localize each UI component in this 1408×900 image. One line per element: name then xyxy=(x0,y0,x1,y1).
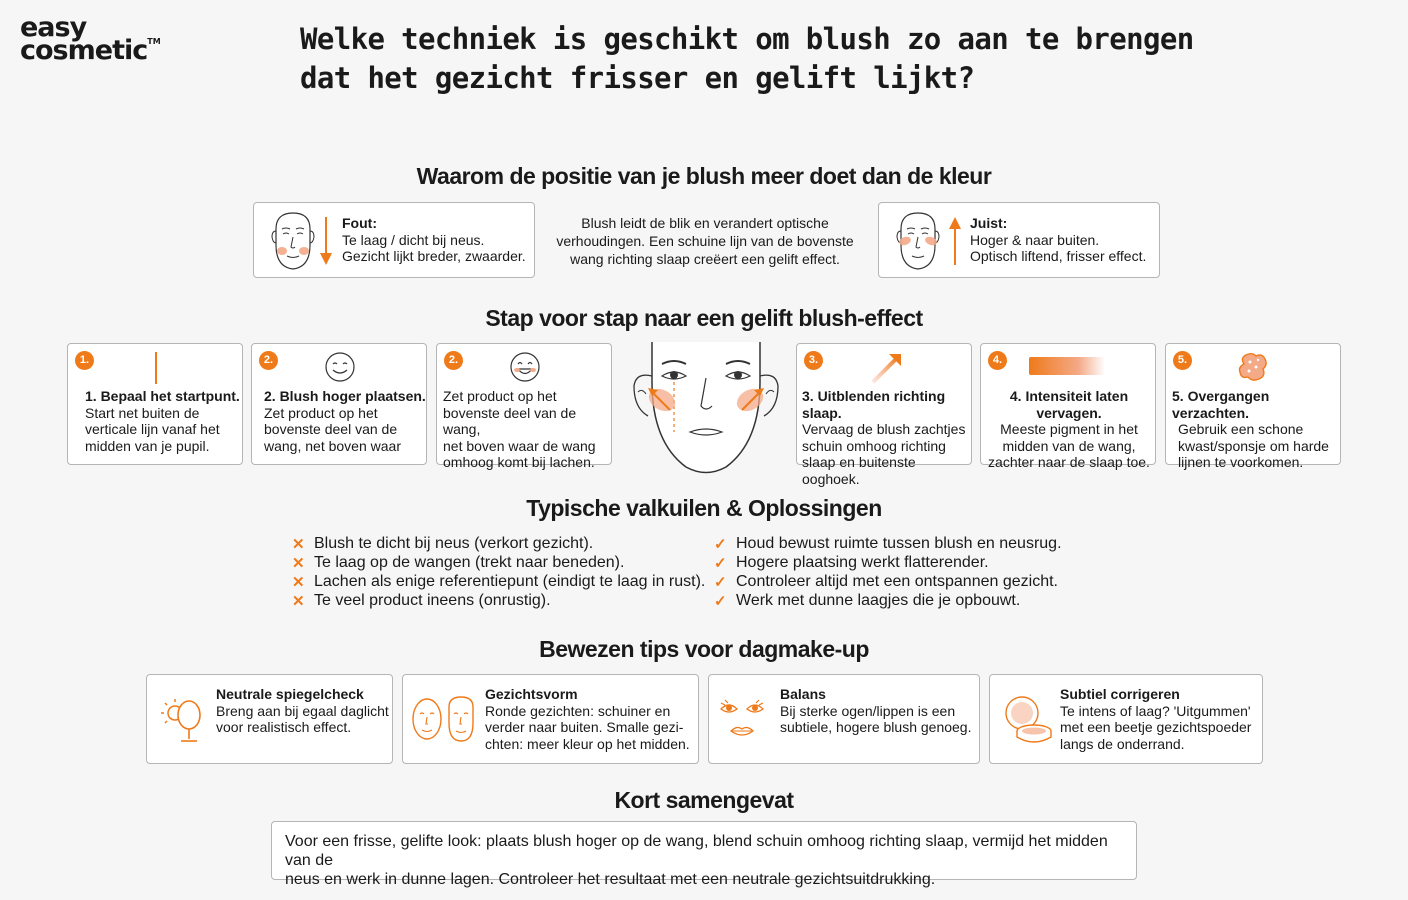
check-icon: ✓ xyxy=(714,573,727,591)
list-item: ✓ Houd bewust ruimte tussen blush en neusrug. xyxy=(714,534,1062,553)
gradient-bar-icon xyxy=(1029,357,1105,375)
section-title-tips: Bewezen tips voor dagmake-up xyxy=(539,636,869,662)
list-item: ✓ Werk met dunne laagjes die je opbouwt. xyxy=(714,591,1021,610)
step-title: 1. Bepaal het startpunt. xyxy=(85,388,240,404)
arrow-down-icon xyxy=(318,215,334,267)
section-title-steps: Stap voor stap naar een gelift blush-effect xyxy=(485,305,923,331)
face-low-blush-icon xyxy=(262,209,324,273)
tip-line: verder naar buiten. Smalle gezi- xyxy=(485,719,684,735)
list-item: ✕ Te laag op de wangen (trekt naar beneden). xyxy=(292,553,625,572)
step-line: Vervaag de blush zachtjes xyxy=(802,421,966,437)
vertical-line-icon xyxy=(152,350,160,386)
step-line: bovenste deel van de xyxy=(264,421,398,437)
wrong-line2: Gezicht lijkt breder, zwaarder. xyxy=(342,248,526,264)
step-line: Zet product op het xyxy=(264,404,378,421)
step-line: midden van je pupil. xyxy=(85,437,210,454)
step-card-2b xyxy=(436,343,612,470)
check-icon: ✓ xyxy=(714,535,727,553)
step-line: wang, net boven waar xyxy=(264,437,401,454)
x-icon: ✕ xyxy=(292,554,305,572)
summary-box xyxy=(271,821,1137,888)
face-high-blush-icon xyxy=(887,209,949,273)
step-line: Start net buiten de xyxy=(85,404,200,421)
tip-title: Subtiel corrigeren xyxy=(1060,686,1180,702)
step-line: midden van de wang, xyxy=(1002,437,1136,454)
face-illustration-icon xyxy=(626,342,786,478)
step-title: 3. Uitblenden richting slaap. xyxy=(802,388,946,421)
step-card-1 xyxy=(67,343,243,465)
step-badge: 4. xyxy=(988,351,1007,370)
step-badge: 5. xyxy=(1173,351,1192,370)
x-icon: ✕ xyxy=(292,592,305,610)
step-line: kwast/sponsje om harde xyxy=(1178,437,1329,454)
list-item: ✕ Blush te dicht bij neus (verkort gezicht). xyxy=(292,534,594,553)
right-line1: Hoger & naar buiten. xyxy=(970,231,1100,248)
list-item: ✕ Te veel product ineens (onrustig). xyxy=(292,591,551,610)
step-line: bovenste deel van de wang, xyxy=(443,404,577,437)
face-shapes-icon xyxy=(409,693,479,745)
step-line: omhoog komt bij lachen. xyxy=(443,454,595,470)
list-item: ✓ Hogere plaatsing werkt flatterender. xyxy=(714,553,989,572)
tip-card-face-shape xyxy=(402,674,699,764)
logo-trademark: TM xyxy=(147,37,161,47)
tip-line: Breng aan bij egaal daglicht xyxy=(216,702,389,719)
step-line: zachter naar de slaap toe. xyxy=(988,454,1150,470)
tip-line: Bij sterke ogen/lippen is een xyxy=(780,702,956,719)
solutions-list xyxy=(714,534,1062,610)
position-explanation xyxy=(544,214,866,268)
tip-card-correct xyxy=(989,674,1263,764)
logo-line2: cosmetic xyxy=(20,35,148,67)
summary-line1: Voor een frisse, gelifte look: plaats blush hoger op de wang, blend schuin omhoog richting slaap, vermijd het midden van de xyxy=(285,833,1108,869)
smiley-icon xyxy=(324,351,356,383)
explanation-line1: Blush leidt de blik en verandert optische xyxy=(581,215,829,231)
pitfalls-list xyxy=(292,534,705,610)
step-line: slaap en buitenste ooghoek. xyxy=(802,454,916,487)
wrong-line1: Te laag / dicht bij neus. xyxy=(342,231,485,248)
section-title-position: Waarom de positie van je blush meer doet dan de kleur xyxy=(416,163,992,189)
mirror-sun-icon xyxy=(155,691,211,747)
step-title: 4. Intensiteit laten vervagen. xyxy=(1009,388,1129,421)
tip-line: langs de onderrand. xyxy=(1060,735,1185,752)
tip-title: Neutrale spiegelcheck xyxy=(216,686,364,702)
step-badge: 2. xyxy=(259,351,278,370)
wrong-title: Fout: xyxy=(342,215,377,231)
tip-line: Te intens of laag? 'Uitgummen' xyxy=(1060,702,1251,719)
explanation-line2: verhoudingen. Een schuine lijn van de bovenste xyxy=(556,233,854,249)
step-line: net boven waar de wang xyxy=(443,437,596,454)
x-icon: ✕ xyxy=(292,535,305,553)
logo-line1: easy xyxy=(20,12,87,43)
step-badge: 3. xyxy=(804,351,823,370)
sponge-icon xyxy=(1236,350,1270,384)
right-position-card xyxy=(878,202,1160,278)
step-line: Zet product op het xyxy=(443,388,557,404)
step-title: 2. Blush hoger plaatsen. xyxy=(264,388,426,404)
diagonal-arrow-icon xyxy=(869,350,905,386)
powder-compact-icon xyxy=(1000,693,1056,747)
explanation-line3: wang richting slaap creëert een gelift effect. xyxy=(570,251,840,267)
step-card-3 xyxy=(796,343,972,487)
check-icon: ✓ xyxy=(714,592,727,610)
section-title-pitfalls: Typische valkuilen & Oplossingen xyxy=(526,495,882,521)
brand-logo xyxy=(20,12,161,67)
tip-line: voor realistisch effect. xyxy=(216,719,352,735)
tip-card-mirror xyxy=(146,674,393,764)
arrow-up-icon xyxy=(947,215,963,267)
step-title: 5. Overgangen verzachten. xyxy=(1172,388,1270,421)
tip-line: chten: meer kleur op het midden. xyxy=(485,735,690,752)
step-badge: 2. xyxy=(444,351,463,370)
step-line: Meeste pigment in het xyxy=(1000,421,1138,437)
step-line: Gebruik een schone xyxy=(1178,421,1304,437)
section-title-summary: Kort samengevat xyxy=(614,787,794,813)
wrong-position-card xyxy=(253,202,535,278)
right-line2: Optisch liftend, frisser effect. xyxy=(970,248,1147,264)
step-card-4 xyxy=(980,343,1156,470)
step-line: schuin omhoog richting xyxy=(802,437,946,454)
check-icon: ✓ xyxy=(714,554,727,572)
tip-title: Balans xyxy=(780,686,826,702)
step-line: lijnen te voorkomen. xyxy=(1178,454,1304,470)
list-item: ✓ Controleer altijd met een ontspannen gezicht. xyxy=(714,572,1058,591)
tip-line: subtiele, hogere blush genoeg. xyxy=(780,719,972,735)
eyes-lips-icon xyxy=(717,693,777,745)
laughing-face-icon xyxy=(509,351,541,383)
summary-line2: neus en werk in dunne lagen. Controleer het resultaat met een neutrale gezichtsuitdrukking. xyxy=(285,871,936,888)
step-card-5 xyxy=(1165,343,1341,470)
list-item: ✕ Lachen als enige referentiepunt (eindigt te laag in rust). xyxy=(292,572,706,591)
step-line: verticale lijn vanaf het xyxy=(85,421,220,437)
tip-card-balance xyxy=(708,674,980,764)
right-title: Juist: xyxy=(970,215,1008,231)
tip-line: met een beetje gezichtspoeder xyxy=(1060,719,1252,735)
page-title: Welke techniek is geschikt om blush zo aan te brengen dat het gezicht frisser en gelift lijkt? xyxy=(300,22,1194,95)
x-icon: ✕ xyxy=(292,573,305,591)
tip-line: Ronde gezichten: schuiner en xyxy=(485,702,671,719)
tip-title: Gezichtsvorm xyxy=(485,686,578,702)
step-card-2 xyxy=(251,343,427,465)
step-badge: 1. xyxy=(75,351,94,370)
